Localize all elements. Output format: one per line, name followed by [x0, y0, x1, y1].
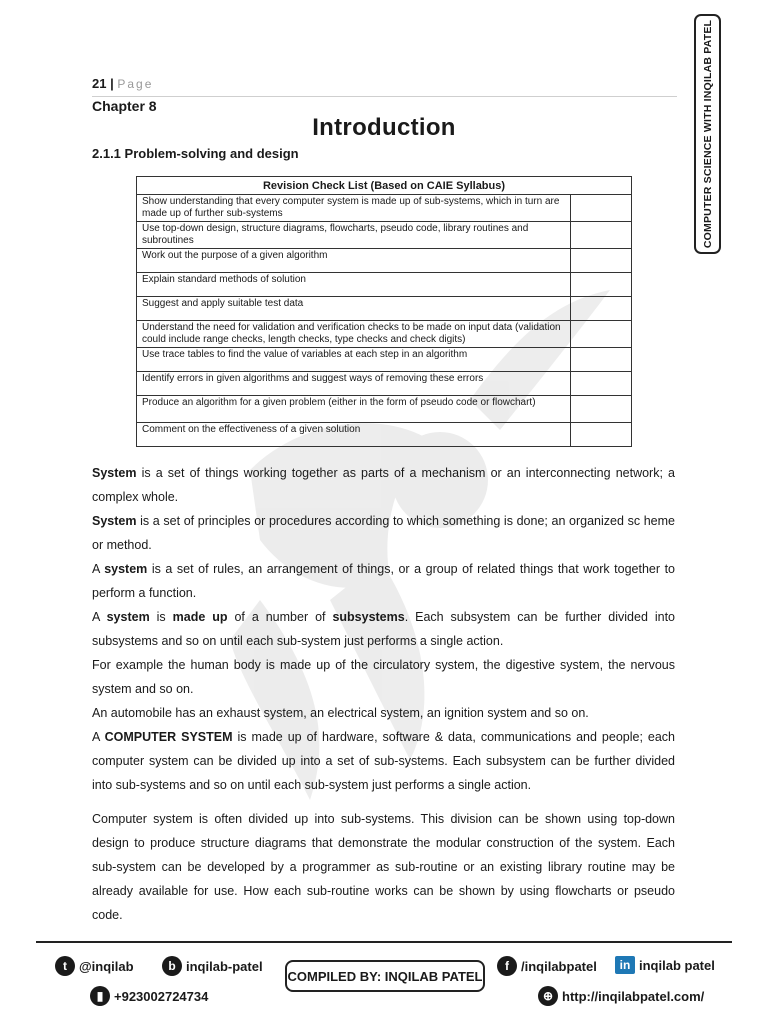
check-cell[interactable]: [571, 273, 632, 297]
paragraph-text: of a number of: [227, 610, 333, 624]
table-cell: Explain standard methods of solution: [137, 273, 571, 297]
facebook-handle: /inqilabpatel: [521, 958, 597, 974]
phone-link[interactable]: [90, 986, 208, 1006]
paragraph: [92, 509, 675, 557]
paragraph: [92, 557, 675, 605]
term: COMPUTER SYSTEM: [104, 730, 233, 744]
compiled-by-badge: [285, 960, 485, 992]
table-row: [137, 249, 632, 273]
term: subsystems: [332, 610, 405, 624]
table-row: [137, 321, 632, 348]
paragraph-text: . Each subsystem can be further divided into subsystems and so on until each sub-system just performs a single action.: [92, 610, 675, 648]
paragraph: [92, 461, 675, 509]
website-link[interactable]: [538, 986, 704, 1006]
table-row: [137, 423, 632, 447]
table-cell: Use top-down design, structure diagrams, flowcharts, pseudo code, library routines and subroutines: [137, 222, 571, 249]
table-row: [137, 372, 632, 396]
page-number: [92, 76, 153, 91]
table-cell: Use trace tables to find the value of variables at each step in an algorithm: [137, 348, 571, 372]
check-cell[interactable]: [571, 396, 632, 423]
paragraph-text: is a set of things working together as parts of a mechanism or an interconnecting network; a complex whole.: [92, 466, 675, 504]
paragraph: Computer system is often divided up into sub-systems. This division can be shown using top-down design to produce structure diagrams that demonstrate the modular construction of the system. Each sub-system can be developed by a programmer as sub-routine or an existing library routine may be already available for use. How each sub-routine works can be shown by using flowcharts or pseudo code.: [92, 812, 675, 922]
check-cell[interactable]: [571, 372, 632, 396]
linkedin-link[interactable]: [615, 956, 715, 974]
paragraph-text: A: [92, 730, 105, 744]
table-cell: Suggest and apply suitable test data: [137, 297, 571, 321]
table-row: [137, 348, 632, 372]
body-text: [92, 461, 675, 927]
twitter-icon: t: [55, 956, 75, 976]
twitter-link[interactable]: [55, 956, 134, 976]
term: system: [106, 610, 150, 624]
paragraph: For example the human body is made up of the circulatory system, the digestive system, the nervous system and so on.: [92, 658, 675, 696]
footer-divider: [36, 941, 732, 943]
paragraph: [92, 605, 675, 653]
table-cell: Understand the need for validation and verification checks to be made on input data (validation could include range checks, length checks, type checks and check digits): [137, 321, 571, 348]
table-heading: Revision Check List (Based on CAIE Syllabus): [137, 177, 632, 195]
blogger-link[interactable]: [162, 956, 263, 976]
term: System: [92, 466, 137, 480]
table-cell: Show understanding that every computer system is made up of sub-systems, which in turn are made up of further sub-systems: [137, 195, 571, 222]
phone-number: +923002724734: [114, 988, 209, 1004]
table-cell: Comment on the effectiveness of a given solution: [137, 423, 571, 447]
check-cell[interactable]: [571, 321, 632, 348]
table-cell: Work out the purpose of a given algorithm: [137, 249, 571, 273]
twitter-handle: @inqilab: [79, 958, 134, 974]
paragraph-text: is a set of principles or procedures according to which something is done; an organized sc heme or method.: [92, 514, 675, 552]
check-cell[interactable]: [571, 348, 632, 372]
paragraph-text: is: [149, 610, 173, 624]
paragraph-text: A: [92, 562, 105, 576]
phone-icon: ▮: [90, 986, 110, 1006]
section-heading: 2.1.1 Problem-solving and design: [92, 146, 299, 161]
paragraph-text: is a set of rules, an arrangement of things, or a group of related things that work together to perform a function.: [92, 562, 675, 600]
term: made up: [172, 610, 228, 624]
paragraph-text: is made up of hardware, software & data, communications and people; each computer system can be divided up into a set of sub-systems. Each subsystem can be further divided into sub-systems and so on until each sub-system just performs a single action.: [92, 730, 675, 792]
paragraph: An automobile has an exhaust system, an electrical system, an ignition system and so on.: [92, 706, 589, 720]
paragraph-text: A: [92, 610, 107, 624]
table-row: [137, 195, 632, 222]
table-cell: Identify errors in given algorithms and suggest ways of removing these errors: [137, 372, 571, 396]
table-row: [137, 273, 632, 297]
check-cell[interactable]: [571, 249, 632, 273]
facebook-link[interactable]: [497, 956, 597, 976]
page-number-value: 21: [92, 76, 107, 91]
blogger-icon: b: [162, 956, 182, 976]
table-row: [137, 297, 632, 321]
facebook-icon: f: [497, 956, 517, 976]
linkedin-icon: in: [615, 956, 635, 974]
table-row: [137, 396, 632, 423]
globe-icon: ⊕: [538, 986, 558, 1006]
page-label: Page: [117, 77, 154, 91]
check-cell[interactable]: [571, 195, 632, 222]
blogger-handle: inqilab-patel: [186, 958, 263, 974]
table-cell: Produce an algorithm for a given problem (either in the form of pseudo code or flowchart): [137, 396, 571, 423]
side-brand-text: COMPUTER SCIENCE WITH INQILAB PATEL: [701, 19, 714, 249]
check-cell[interactable]: [571, 423, 632, 447]
website-url: http://inqilabpatel.com/: [562, 988, 705, 1004]
table-row: [137, 222, 632, 249]
term: system: [104, 562, 148, 576]
linkedin-handle: inqilab patel: [639, 957, 715, 973]
chapter-label: Chapter 8: [92, 98, 157, 114]
header-divider: [92, 96, 677, 97]
term: System: [92, 514, 137, 528]
page-separator: |: [106, 76, 118, 91]
page-title: Introduction: [312, 114, 456, 141]
check-cell[interactable]: [571, 297, 632, 321]
revision-checklist-table: [136, 176, 632, 447]
check-cell[interactable]: [571, 222, 632, 249]
paragraph: [92, 725, 675, 797]
compiled-by-text: COMPILED BY: INQILAB PATEL: [287, 968, 483, 984]
